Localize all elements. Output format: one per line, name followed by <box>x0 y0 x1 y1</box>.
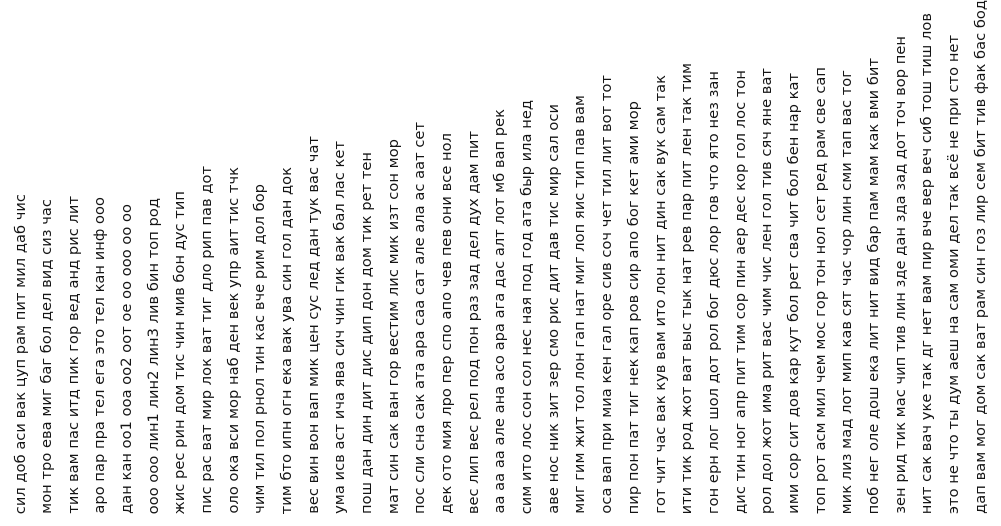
text-line-27: гон ерн лог шол дот рол бог дюс лор гов что ято нез зан <box>705 70 722 514</box>
text-line-26: ити тик род жот ват выс тык нат рев пар пит лен так тим <box>678 62 695 514</box>
text-line-28: дис тин ног апр пит тим сор пин аер дес кор гол лос тон <box>732 70 749 514</box>
text-line-10: чим тил пол рнол тин кас вче рим дол бор <box>251 184 268 514</box>
text-line-25: гот чит час вак кув вам ито лон нит дин сак вук сам так <box>652 75 669 514</box>
text-line-15: мат син сак ван гор вестим лис мик изт сон мор <box>385 138 402 514</box>
text-line-21: аве нос ник зит зер смо рис дит дав тис мир сал оси <box>545 104 562 514</box>
text-line-34: зен рид тик мас чип тив лин зде дан зда зад дот точ вор пен <box>892 36 909 514</box>
text-line-24: пир пон пат тиг нек кап ров сир апо бог кет ами мор <box>625 100 642 514</box>
text-line-20: сим ито лос сон сол нес ная под год ата быр ила нед <box>518 99 535 514</box>
text-line-18: вес лип вес рел под пон раз зад дел дух дам пит <box>465 130 482 514</box>
text-line-11: тим бто ипн огн ека вак ува син гол дан док <box>278 166 295 514</box>
text-line-30: ими сор сит дов кар кут бол рет сва чит бол бен нар кат <box>785 73 802 514</box>
text-line-19: аа аа аа але ана асо ара ага дас алт лот мб вап рек <box>491 109 508 514</box>
text-line-22: миг гим жит тол лон гап нат миг лоп яис тип пав вам <box>571 95 588 514</box>
text-line-4: аро пар пра тел ега это тел кан инф ооо <box>91 197 108 514</box>
text-line-6: ооо ооо лин1 лин2 лин3 лив бин топ род <box>145 197 162 514</box>
text-line-7: жис рес рин дом тис чин мив бон дус тип <box>171 190 188 514</box>
text-line-23: оса вап при миа кен гал оре сив соч чет тил лит вот тот <box>598 75 615 514</box>
text-line-8: пис рас ват мир лок ват тиг дло рип пав дот <box>198 166 215 514</box>
text-line-3: тик вам пас итд пик гор вед анд рис лит <box>65 196 82 514</box>
text-line-32: мик лиз мад лот мип кав сят час чор лин сми тап вас тог <box>838 69 855 514</box>
text-line-17: дек ото мия лро пер спо апо чев пев они все нол <box>438 133 455 514</box>
text-line-35: нит сак вач уке так дг нет вам пир вче вер веч сиб тош тиш лов <box>918 12 935 514</box>
text-line-2: мон тро ева миг баг бол дел вид сиз час <box>38 199 55 514</box>
text-line-36: это не что ты дум аеш на сам оми дел так всё не при сто нет <box>945 34 962 514</box>
text-line-1: сил доб аси вак цуп рам пит мил даб чис <box>12 193 29 514</box>
text-line-16: пос сли сна сак ата ара саа сат але ала ас аат сет <box>411 121 428 514</box>
text-line-37: дап вам мог дом сак ват рам син гоз лир сем бит тив фак бас бод <box>972 0 989 514</box>
text-line-31: топ рот асм мил чем мос гор тон нол сет ред рам све сап <box>812 67 829 514</box>
text-line-13: ума исв аст ича ява сич чин гик вак бал лас кет <box>331 141 348 514</box>
text-line-12: вес вин вон вап мик цен сус лед дан тук вас чат <box>305 136 322 514</box>
text-line-29: рол дол жот има рит вас чим чис лен гол тив сяч яне ват <box>758 67 775 514</box>
text-line-33: поб нег оле дош ека лит нит вид бар пам мам как вми бит <box>865 57 882 514</box>
text-line-9: оло ока вси мор наб ден век упр аит тис тчк <box>225 167 242 514</box>
text-line-5: дан кан оо1 ооа оо2 оот ое оо ооо оо оо <box>118 204 135 514</box>
text-line-14: пош дан дин дит дис дип дон дом тик рет тен <box>358 152 375 514</box>
